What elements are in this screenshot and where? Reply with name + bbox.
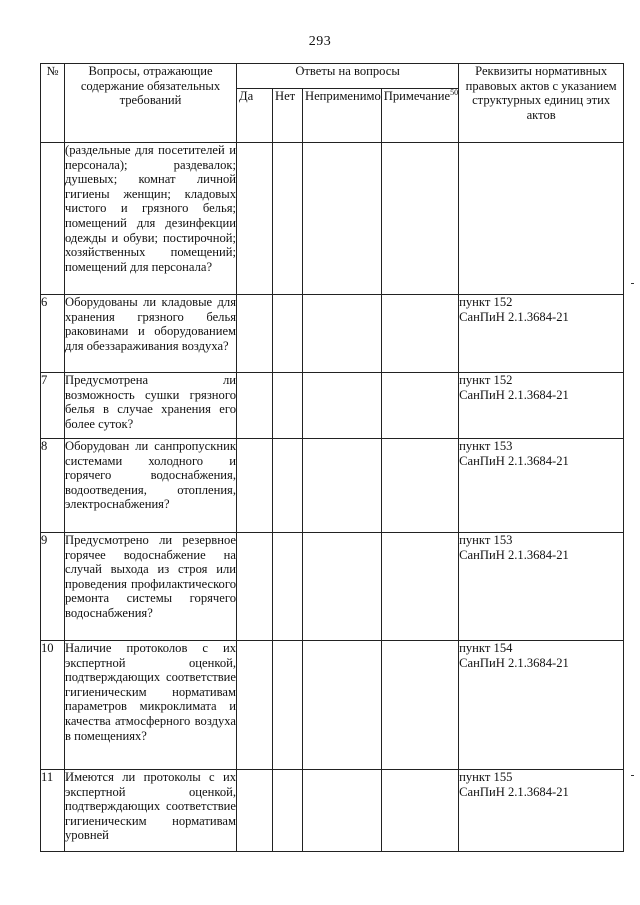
- answer-no-cell[interactable]: [273, 295, 303, 373]
- answer-note-cell[interactable]: [381, 533, 458, 641]
- row-reference: [459, 143, 624, 295]
- row-question: Имеются ли протоколы с их экспертной оценкой, подтверждающих соответствие гигиеническим нормативам уровней: [65, 770, 237, 852]
- row-number: 11: [41, 770, 65, 852]
- answer-note-cell[interactable]: [381, 373, 458, 439]
- reference-point: пункт 152: [459, 295, 513, 309]
- table-row: [41, 533, 624, 641]
- answer-note-cell[interactable]: [381, 439, 458, 533]
- answer-no-cell[interactable]: [273, 533, 303, 641]
- answer-yes-cell[interactable]: [237, 143, 273, 295]
- answer-yes-cell[interactable]: [237, 295, 273, 373]
- answer-no-cell[interactable]: [273, 373, 303, 439]
- reference-point: пункт 153: [459, 533, 513, 547]
- reference-point: пункт 155: [459, 770, 513, 784]
- header-note-label: Примечание: [383, 89, 451, 103]
- answer-note-cell[interactable]: [381, 641, 458, 770]
- row-number: 10: [41, 641, 65, 770]
- answer-na-cell[interactable]: [303, 641, 382, 770]
- header-reference: Реквизиты нормативных правовых актов с указанием структурных единиц этих актов: [459, 64, 624, 143]
- answer-note-cell[interactable]: [381, 143, 458, 295]
- row-number: 8: [41, 439, 65, 533]
- row-number: 6: [41, 295, 65, 373]
- row-reference: [459, 373, 624, 439]
- answer-note-cell[interactable]: [381, 295, 458, 373]
- answer-na-cell[interactable]: [303, 295, 382, 373]
- row-question: (раздельные для посетителей и персонала); раздевалок; душевых; комнат личной гигиены женщин; кладовых чистого и грязного белья; помещений для дезинфекции одежды и обуви; постирочной; хозяйственных помещений; помещений для персонала?: [65, 143, 237, 295]
- reference-act: СанПиН 2.1.3684-21: [459, 309, 569, 324]
- row-question: Оборудованы ли кладовые для хранения грязного белья раковинами и оборудованием для обеззараживания воздуха?: [65, 295, 237, 373]
- row-reference: [459, 439, 624, 533]
- margin-mark: [631, 775, 634, 776]
- answer-yes-cell[interactable]: [237, 439, 273, 533]
- row-number: 7: [41, 373, 65, 439]
- row-question: Предусмотрена ли возможность сушки грязного белья в случае хранения его более суток?: [65, 373, 237, 439]
- answer-yes-cell[interactable]: [237, 770, 273, 852]
- table-header-row: [41, 64, 624, 89]
- reference-point: пункт 154: [459, 641, 513, 655]
- answer-note-cell[interactable]: [381, 770, 458, 852]
- row-number: [41, 143, 65, 295]
- answer-yes-cell[interactable]: [237, 641, 273, 770]
- table-row: [41, 143, 624, 295]
- answer-no-cell[interactable]: [273, 143, 303, 295]
- header-note: [381, 89, 458, 143]
- header-note-footnote: 50: [450, 87, 459, 97]
- table-row: [41, 770, 624, 852]
- header-question: Вопросы, отражающие содержание обязательных требований: [65, 64, 237, 143]
- table-row: [41, 373, 624, 439]
- row-question: Наличие протоколов с их экспертной оценкой, подтверждающих соответствие гигиеническим нормативам параметров микроклимата и качества атмосферного воздуха в помещениях?: [65, 641, 237, 770]
- header-number: №: [41, 64, 65, 143]
- margin-mark: [631, 283, 634, 284]
- row-reference: [459, 770, 624, 852]
- answer-na-cell[interactable]: [303, 533, 382, 641]
- row-question: Оборудован ли санпропускник системами холодного и горячего водоснабжения, водоотведения, отопления, электроснабжения?: [65, 439, 237, 533]
- table-row: [41, 641, 624, 770]
- header-yes: Да: [237, 89, 273, 143]
- row-reference: [459, 641, 624, 770]
- row-question: Предусмотрено ли резервное горячее водоснабжение на случай выхода из строя или проведения профилактического ремонта системы горячего водоснабжения?: [65, 533, 237, 641]
- answer-no-cell[interactable]: [273, 770, 303, 852]
- answer-yes-cell[interactable]: [237, 373, 273, 439]
- answer-no-cell[interactable]: [273, 439, 303, 533]
- reference-act: СанПиН 2.1.3684-21: [459, 387, 569, 402]
- table-row: [41, 295, 624, 373]
- reference-act: СанПиН 2.1.3684-21: [459, 784, 569, 799]
- reference-act: СанПиН 2.1.3684-21: [459, 655, 569, 670]
- page-number: 293: [308, 34, 332, 49]
- answer-no-cell[interactable]: [273, 641, 303, 770]
- reference-act: СанПиН 2.1.3684-21: [459, 547, 569, 562]
- answer-yes-cell[interactable]: [237, 533, 273, 641]
- table-row: [41, 439, 624, 533]
- answer-na-cell[interactable]: [303, 770, 382, 852]
- row-reference: [459, 533, 624, 641]
- row-number: 9: [41, 533, 65, 641]
- header-not-applicable: Неприменимо: [303, 89, 382, 143]
- checklist-table: [40, 63, 624, 852]
- reference-point: пункт 152: [459, 373, 513, 387]
- reference-act: СанПиН 2.1.3684-21: [459, 453, 569, 468]
- answer-na-cell[interactable]: [303, 373, 382, 439]
- reference-point: пункт 153: [459, 439, 513, 453]
- answer-na-cell[interactable]: [303, 439, 382, 533]
- row-reference: [459, 295, 624, 373]
- header-answers: Ответы на вопросы: [237, 64, 459, 89]
- answer-na-cell[interactable]: [303, 143, 382, 295]
- header-no: Нет: [273, 89, 303, 143]
